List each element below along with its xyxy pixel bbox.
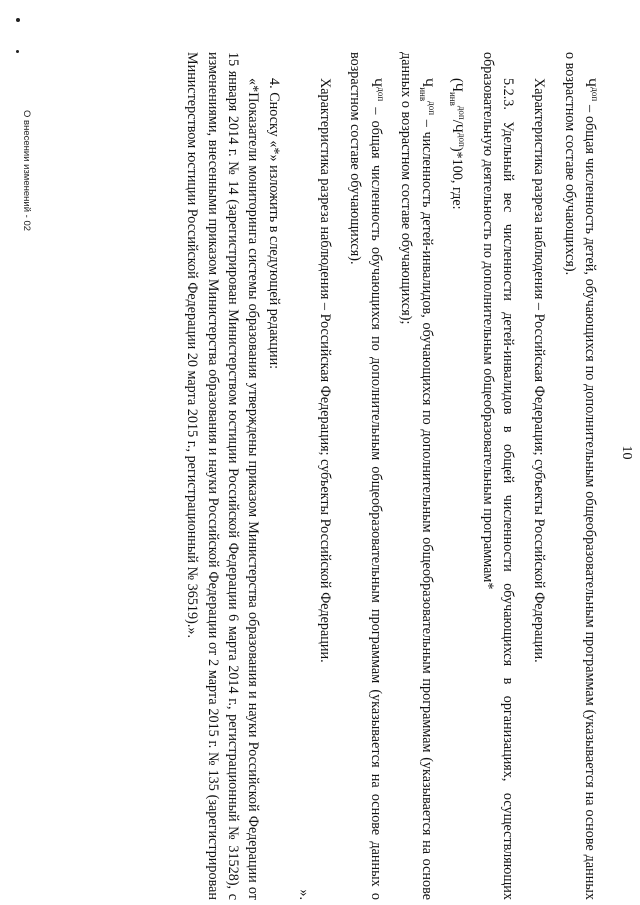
- scan-mark: [16, 18, 20, 22]
- paragraph-footnote-instruction: 4. Сноску «*» изложить в следующей редакции:: [265, 78, 282, 370]
- paragraph-footnote-text: «*Показатели мониторинга системы образования утверждены приказом Министерства образования и науки Российской Федерации от 15 января 2014 г. № 14 (зарегистрирован Министерством юстиции Российской Федерации 6 марта 2014 г., регистрационный № 31528), с изменениями, внесенными приказом Министерства образования и науки Российской Федерации от 2 марта 2015 г. № 135 (зарегистрирован Министерством юстиции Российской Федерации 20 марта 2015 г., регистрационный № 36519).».: [184, 52, 262, 900]
- paragraph-observation-scope-2: Характеристика разреза наблюдения – Российская Федерация; субъекты Российской Федерации.: [316, 78, 333, 663]
- scan-mark: [16, 50, 19, 53]
- footer-note: О внесении изменений - 02: [21, 110, 32, 232]
- closing-quote: ».: [296, 889, 313, 900]
- section-5-2-3-heading: 5.2.3. Удельный вес численности детей-инвалидов в общей численности обучающихся в организациях, осуществляющих образовательную деятельность по дополнительным общеобразовательным программам*: [480, 52, 517, 900]
- page-number: 10: [619, 445, 634, 460]
- formula: $(Ч_{инв}^{доп}/Ч^{доп})*100$, где:: [448, 78, 468, 210]
- paragraph-observation-scope: Характеристика разреза наблюдения – Российская Федерация; субъекты Российской Федерации.: [531, 78, 547, 663]
- paragraph-total-count: $Ч^{доп}$ – общая численность детей, обучающихся по дополнительным общеобразовательным программам (указывается на основе данных о возрастном составе обучающихся).: [561, 52, 600, 900]
- paragraph-total-students: $Ч^{доп}$ – общая численность обучающихся по дополнительным общеобразовательным программам (указывается на основе данных о возрастном составе обучающихся).: [347, 52, 386, 900]
- paragraph-disabled-count: $Ч_{инв}^{доп}$ – численность детей-инвалидов, обучающихся по дополнительным общеобразовательным программам (указывается на основе данных о возрастном составе обучающихся);: [398, 52, 437, 900]
- document-body: [182, 52, 600, 900]
